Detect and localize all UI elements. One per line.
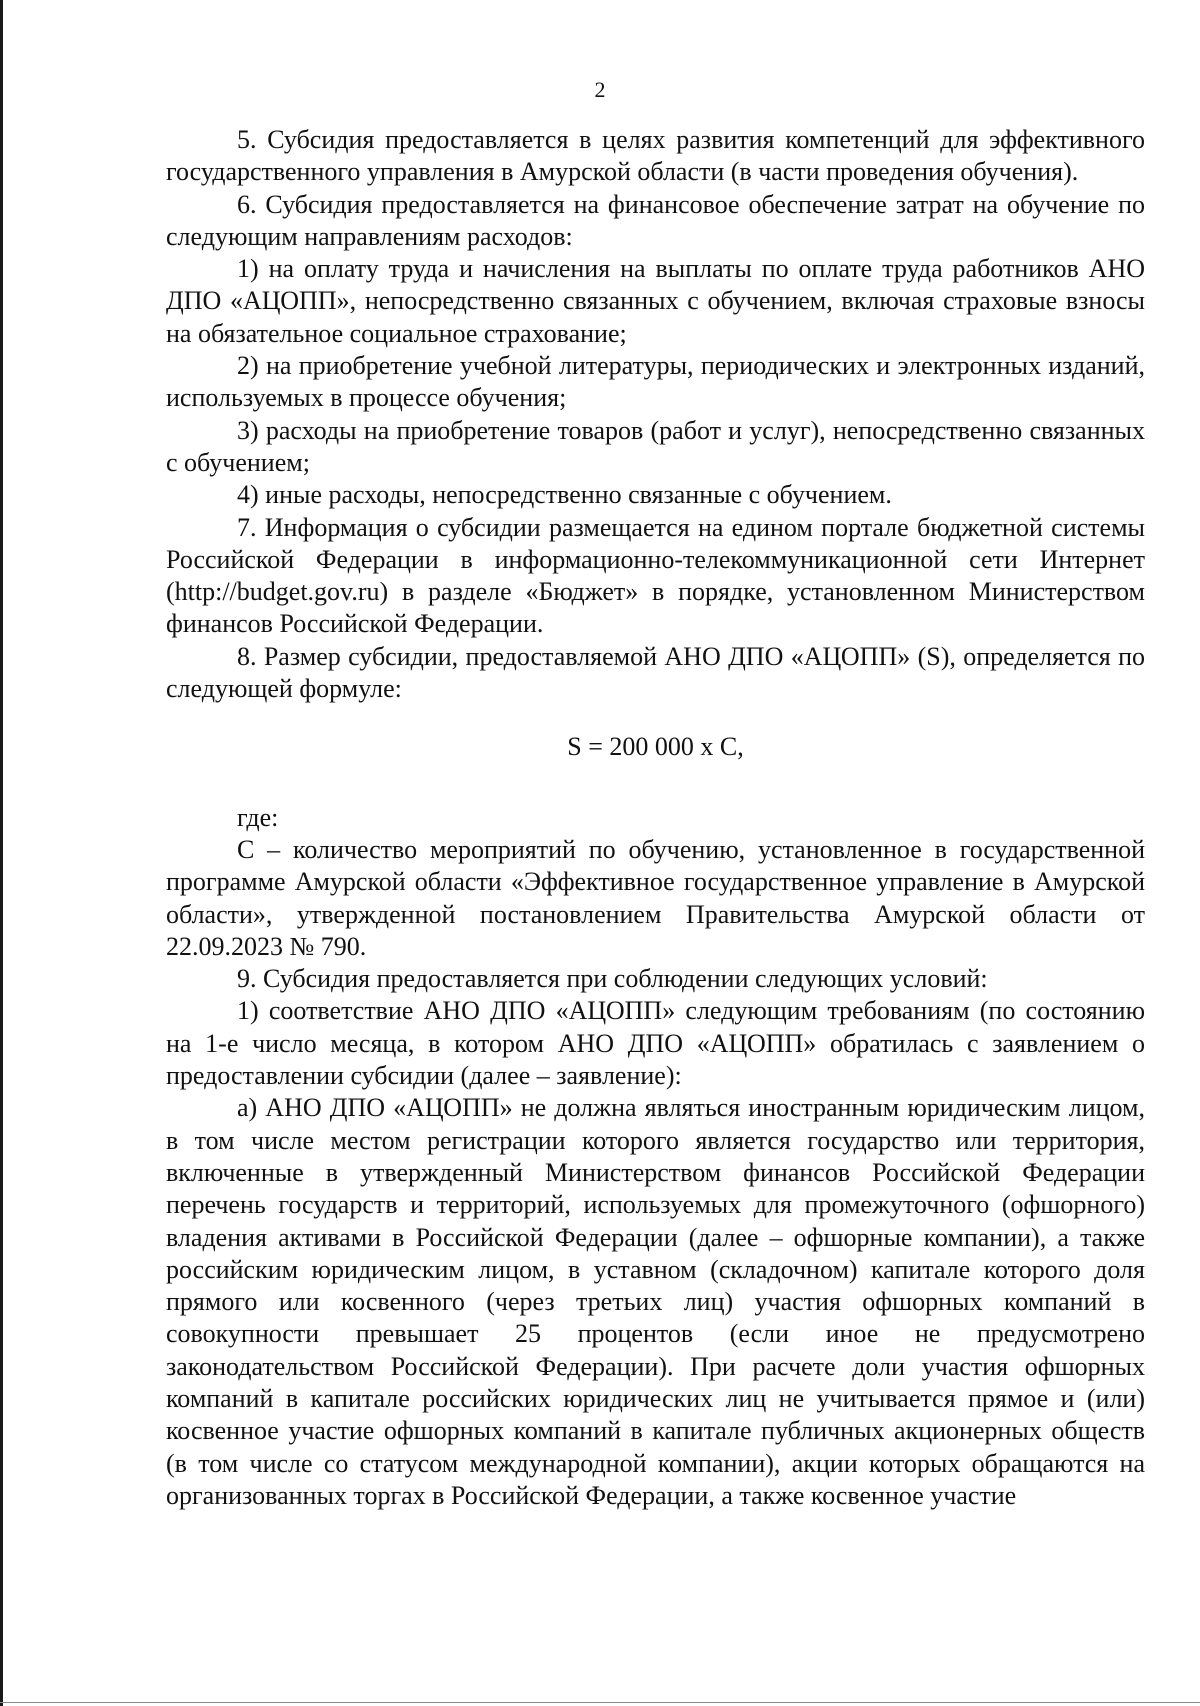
paragraph-5: 5. Субсидия предоставляется в целях развития компетенций для эффективного государственного управления в Амурской области (в части проведения обучения). <box>166 125 1145 187</box>
paragraph-6-item-1: 1) на оплату труда и начисления на выплаты по оплате труда работников АНО ДПО «АЦОПП», непосредственно связанных с обучением, включая страховые взносы на обязательное социальное страхование; <box>166 254 1145 348</box>
paragraph-7: 7. Информация о субсидии размещается на едином портале бюджетной системы Российской Федерации в информационно-телекоммуникационной сети Интернет (http://budget.gov.ru) в разделе «Бюджет» в порядке, установленном Министерством финансов Российской Федерации. <box>166 512 1145 639</box>
paragraph-8: 8. Размер субсидии, предоставляемой АНО ДПО «АЦОПП» (S), определяется по следующей формуле: <box>166 641 1145 704</box>
page-number: 2 <box>594 77 606 102</box>
paragraph-9: 9. Субсидия предоставляется при соблюдении следующих условий: <box>237 964 988 994</box>
paragraph-6-item-4: 4) иные расходы, непосредственно связанные с обучением. <box>237 480 892 510</box>
paragraph-6: 6. Субсидия предоставляется на финансовое обеспечение затрат на обучение по следующим направлениям расходов: <box>166 189 1145 251</box>
subsidy-formula: S = 200 000 x C, <box>567 732 744 762</box>
document-body <box>166 124 1145 1512</box>
scan-left-edge <box>0 0 3 1706</box>
scan-bottom-edge <box>0 1702 1200 1703</box>
paragraph-6-item-2: 2) на приобретение учебной литературы, периодических и электронных изданий, используемых в процессе обучения; <box>166 351 1145 413</box>
formula-where-label: где: <box>237 802 279 832</box>
paragraph-6-item-3: 3) расходы на приобретение товаров (работ и услуг), непосредственно связанных с обучением; <box>166 415 1145 477</box>
formula-variable-definition: C – количество мероприятий по обучению, установленное в государственной программе Амурской области «Эффективное государственное управление в Амурской области», утвержденной постановлением Правительства Амурской области от 22.09.2023 № 790. <box>166 834 1145 961</box>
paragraph-9-item-1-a: а) АНО ДПО «АЦОПП» не должна являться иностранным юридическим лицом, в том числе местом регистрации которого является государство или территория, включенные в утвержденный Министерством финансов Российской Федерации перечень государств и территорий, используемых для промежуточного (офшорного) владения активами в Российской Федерации (далее – офшорные компании), а также российским юридическим лицом, в уставном (складочном) капитале которого доля прямого или косвенного (через третьих лиц) участия офшорных компаний в совокупности превышает 25 процентов (если иное не предусмотрено законодательством Российской Федерации). При расчете доли участия офшорных компаний в капитале российских юридических лиц не учитывается прямое и (или) косвенное участие офшорных компаний в капитале публичных акционерных обществ (в том числе со статусом международной компании), акции которых обращаются на организованных торгах в Российской Федерации, а также косвенное участие <box>166 1093 1145 1510</box>
paragraph-9-item-1: 1) соответствие АНО ДПО «АЦОПП» следующим требованиям (по состоянию на 1-е число месяца, в котором АНО ДПО «АЦОПП» обратилась с заявлением о предоставлении субсидии (далее – заявление): <box>166 996 1145 1091</box>
